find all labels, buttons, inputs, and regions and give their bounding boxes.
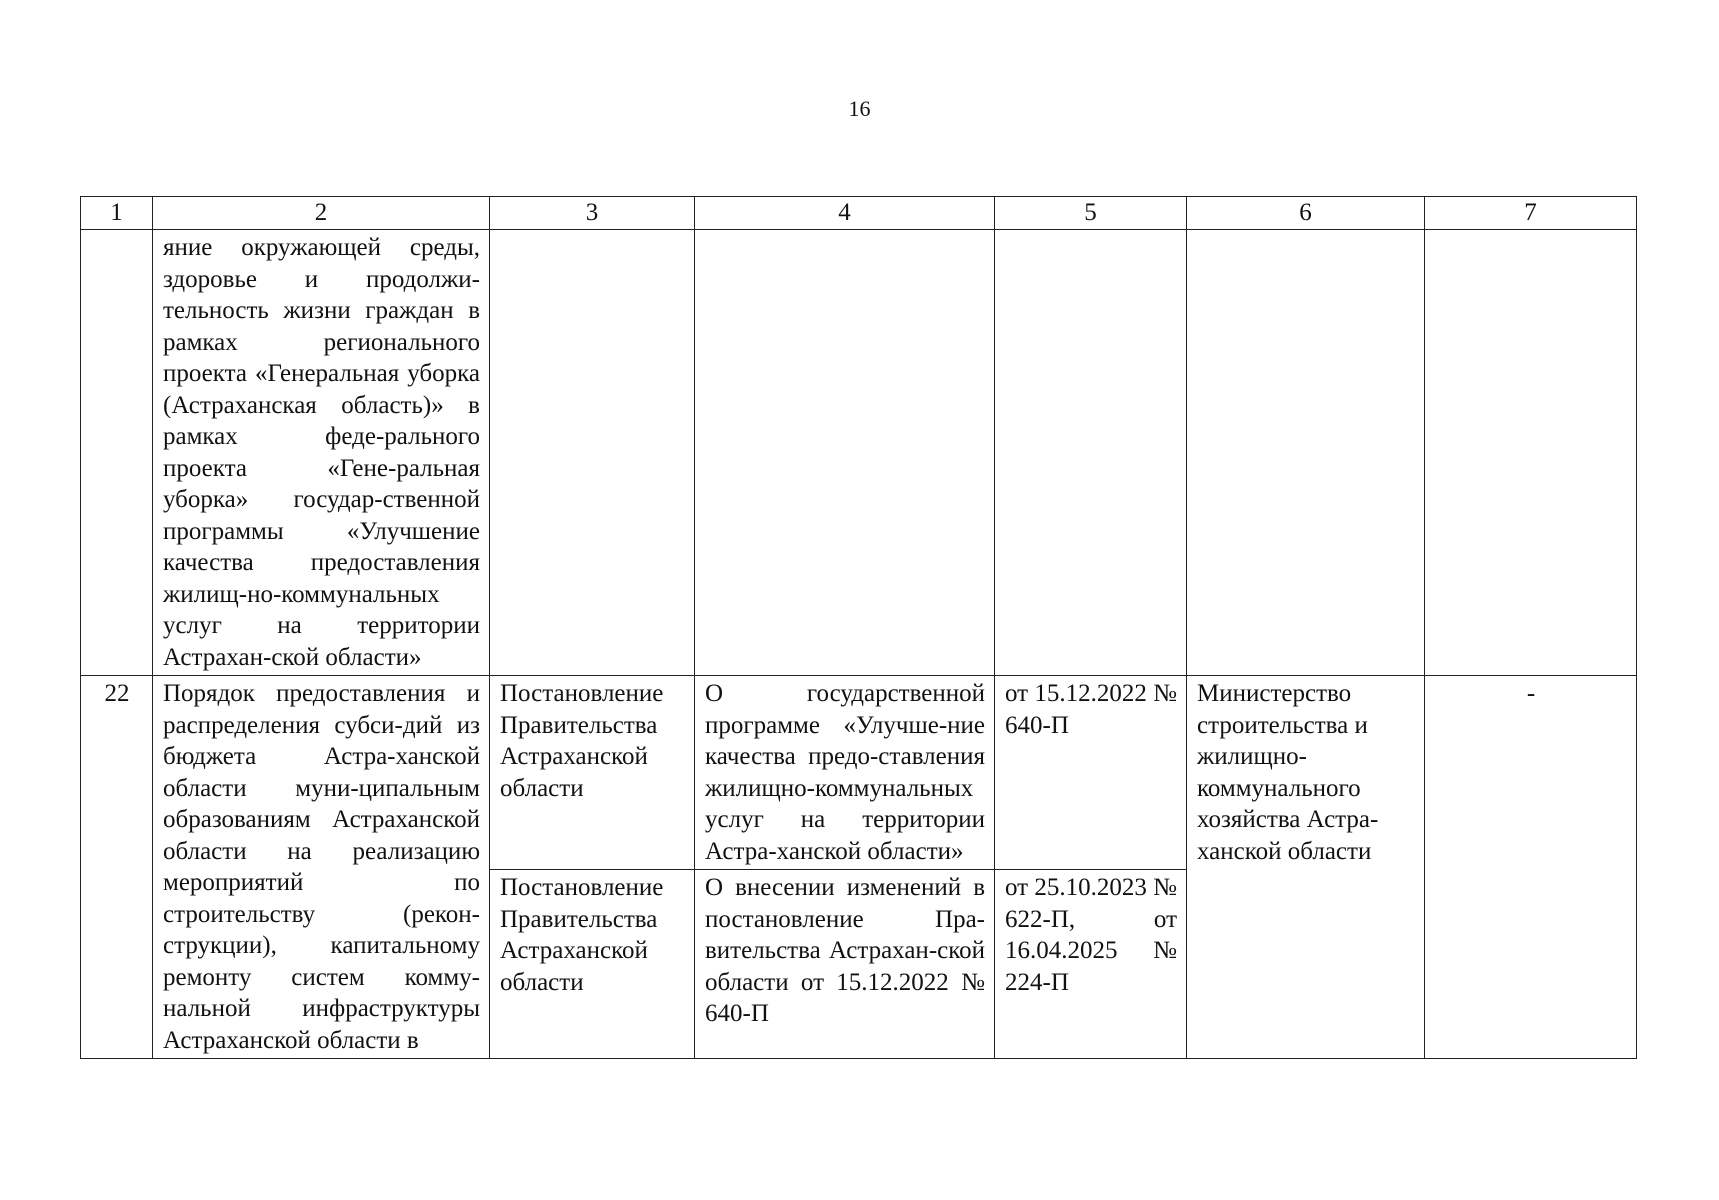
header-cell-6: 6 (1187, 197, 1425, 230)
continuation-cell-4 (695, 230, 995, 676)
continuation-num-cell (81, 230, 153, 676)
header-cell-1: 1 (81, 197, 153, 230)
doc2-type: Постановление Правительства Астраханской области (490, 870, 695, 1059)
continuation-cell-7 (1425, 230, 1637, 676)
header-row (81, 197, 1637, 230)
doc2-name: О внесении изменений в постановление Пра-вительства Астрахан-ской области от 15.12.2022 № 640-П (695, 870, 995, 1059)
header-cell-2: 2 (153, 197, 490, 230)
continuation-title-cell: яние окружающей среды, здоровье и продолжи-тельность жизни граждан в рамках регионального проекта «Генеральная уборка (Астраханская область)» в рамках феде-рального проекта «Гене-ральная уборка» государ-ственной программы «Улучшение качества предоставления жилищ-но-коммунальных услуг на территории Астрахан-ской области» (153, 230, 490, 676)
document-table (80, 196, 1637, 1059)
row-col7: - (1425, 676, 1637, 1059)
continuation-row (81, 230, 1637, 676)
continuation-cell-3 (490, 230, 695, 676)
row-number: 22 (81, 676, 153, 1059)
header-cell-5: 5 (995, 197, 1187, 230)
doc1-type: Постановление Правительства Астраханской области (490, 676, 695, 870)
responsible-body: Министерство строительства и жилищно-коммунального хозяйства Астра-ханской области (1187, 676, 1425, 1059)
row-title: Порядок предоставления и распределения субси-дий из бюджета Астра-ханской области муни-ципальным образованиям Астраханской области на реализацию мероприятий по строительству (рекон-струкции), капитальному ремонту систем комму-нальной инфраструктуры Астраханской области в (153, 676, 490, 1059)
header-cell-4: 4 (695, 197, 995, 230)
continuation-cell-5 (995, 230, 1187, 676)
continuation-cell-6 (1187, 230, 1425, 676)
header-cell-3: 3 (490, 197, 695, 230)
doc1-name: О государственной программе «Улучше-ние качества предо-ставления жилищно-коммунальных услуг на территории Астра-ханской области» (695, 676, 995, 870)
header-cell-7: 7 (1425, 197, 1637, 230)
page-number: 16 (848, 96, 871, 121)
doc2-date: от 25.10.2023 № 622-П, от 16.04.2025 № 224-П (995, 870, 1187, 1059)
doc1-date: от 15.12.2022 № 640-П (995, 676, 1187, 870)
table-row-22 (81, 676, 1637, 870)
